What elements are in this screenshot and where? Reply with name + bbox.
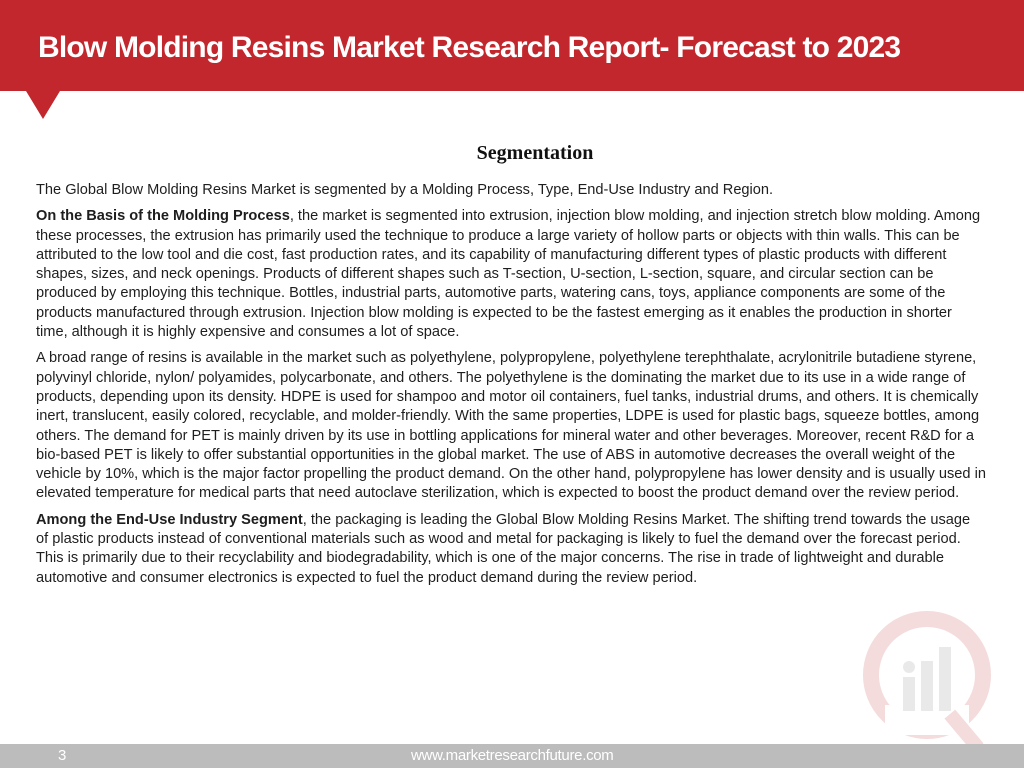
resins-paragraph: A broad range of resins is available in the market such as polyethylene, polypropylene, polyethylene terephthalate, acrylonitrile butadiene styrene, polyvinyl chloride, nylon/ polyamides, polycarbonate, and others. The polyethylene is the dominating the market due to its use in a wide range of products, depending upon its density. HDPE is used for shampoo and motor oil containers, fuel tanks, industrial drums, and others. It is chemically inert, translucent, easily colored, recyclable, and molder-friendly. With the same properties, LDPE is used for plastic bags, squeeze bottles, among others. The demand for PET is mainly driven by its use in bottling applications for mineral water and other beverages. Moreover, recent R&D for a bio-based PET is likely to offer substantial opportunities in the global market. The use of ABS in automotive decreases the overall weight of the vehicle by 10%, which is the major factor propelling the product demand. On the other hand, polypropylene has lower density and is usually used in elevated temperature for medical parts that need autoclave sterilization, which is expected to boost the product demand over the review period. bbox=[36, 350, 986, 502]
header-notch bbox=[26, 91, 60, 119]
main-content bbox=[36, 140, 986, 595]
end-use-paragraph bbox=[36, 511, 986, 588]
footer-url[interactable]: www.marketresearchfuture.com bbox=[411, 747, 614, 764]
molding-process-lead: On the Basis of the Molding Process bbox=[36, 208, 290, 225]
intro-paragraph: The Global Blow Molding Resins Market is segmented by a Molding Process, Type, End-Use Industry and Region. bbox=[36, 182, 774, 198]
page-number: 3 bbox=[58, 747, 67, 764]
footer-band bbox=[0, 744, 1024, 768]
page-title: Blow Molding Resins Market Research Report- Forecast to 2023 bbox=[38, 31, 901, 64]
mrfr-logo-icon bbox=[857, 605, 997, 755]
section-heading: Segmentation bbox=[476, 142, 594, 164]
end-use-text: , the packaging is leading the Global Blow Molding Resins Market. The shifting trend towards the usage of plastic products instead of conventional materials such as wood and metal for packaging is likely to fuel the demand over the forecast period. This is primarily due to their recyclability and biodegradability, which is one of the major concerns. The rise in trade of lightweight and durable automotive and consumer electronics is expected to fuel the product demand during the review period. bbox=[36, 511, 971, 586]
end-use-lead: Among the End-Use Industry Segment bbox=[36, 511, 303, 528]
molding-process-paragraph bbox=[36, 207, 986, 342]
molding-process-text: , the market is segmented into extrusion, injection blow molding, and injection stretch blow molding. Among these processes, the extrusion has primarily used the technique to produce a large variety of hollow parts or objects with thin walls. This can be attributed to the low tool and die cost, fast production rates, and its capability of manufacturing different types of plastic products with different shapes, sizes, and neck openings. Products of different shapes such as T-section, U-section, L-section, square, and circular section can be produced by employing this technique. Bottles, industrial parts, automotive parts, watering cans, toys, appliance components are some of the products manufactured through extrusion. Injection blow molding is expected to be the fastest emerging as it enables the production in shorter time, although it is highly expensive and consumes a lot of space. bbox=[36, 208, 981, 341]
